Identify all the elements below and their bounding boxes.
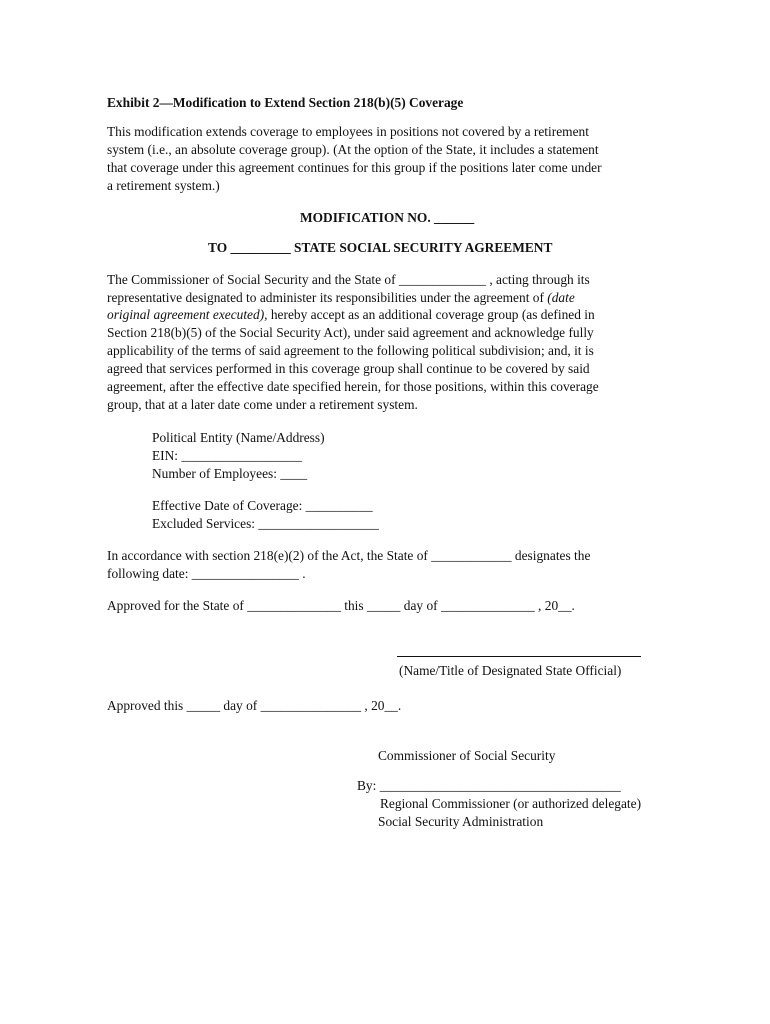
designation-line-2: following date: ________________ . [107,566,306,581]
entity-name-address: Political Entity (Name/Address) [152,430,325,445]
ssa-approval-line: Approved this _____ day of _______________ , 20__. [107,698,402,713]
body-line-7: agreement, after the effective date specified herein, for those positions, within this coverage [107,379,599,394]
body-line-2 [107,289,575,307]
body-line-6: agreed that services performed in this coverage group shall continue to be covered by said [107,361,590,376]
intro-line-3: that coverage under this agreement continues for this group if the positions later come under [107,160,602,175]
body-line-3-italic: original agreement executed), [107,307,268,322]
body-line-3-text: hereby accept as an additional coverage group (as defined in [267,307,595,322]
state-approval-line: Approved for the State of ______________ this _____ day of ______________ , 20__. [107,598,575,613]
body-line-2-italic: (date [547,290,575,305]
body-line-4: Section 218(b)(5) of the Social Security Act), under said agreement and acknowledge fully [107,325,594,340]
entity-ein: EIN: __________________ [152,448,302,463]
entity-employees: Number of Employees: ____ [152,466,308,481]
agreement-heading: TO _________ STATE SOCIAL SECURITY AGREEMENT [208,240,553,255]
entity-effective-date: Effective Date of Coverage: __________ [152,498,373,513]
body-line-1: The Commissioner of Social Security and the State of _____________ , acting through its [107,272,590,287]
body-line-2-text: representative designated to administer its responsibilities under the agreement of [107,290,548,305]
intro-line-4: a retirement system.) [107,178,220,193]
entity-excluded-services: Excluded Services: __________________ [152,516,379,531]
state-official-signature-line [397,656,641,657]
agency-name: Social Security Administration [378,814,544,829]
modification-heading: MODIFICATION NO. ______ [300,210,475,225]
state-official-caption: (Name/Title of Designated State Official) [399,663,622,678]
body-line-8: group, that at a later date come under a retirement system. [107,397,418,412]
designation-line-1: In accordance with section 218(e)(2) of the Act, the State of ____________ designates the [107,548,591,563]
exhibit-title: Exhibit 2—Modification to Extend Section 218(b)(5) Coverage [107,95,464,110]
commissioner-title: Commissioner of Social Security [378,748,556,763]
regional-commissioner-caption: Regional Commissioner (or authorized delegate) [380,796,642,811]
intro-line-2: system (i.e., an absolute coverage group). (At the option of the State, it includes a statement [107,142,599,157]
intro-line-1: This modification extends coverage to employees in positions not covered by a retirement [107,124,589,139]
commissioner-by-line: By: ____________________________________ [357,778,621,793]
body-line-3 [107,306,595,324]
body-line-5: applicability of the terms of said agreement to the following political subdivision; and, it is [107,343,594,358]
